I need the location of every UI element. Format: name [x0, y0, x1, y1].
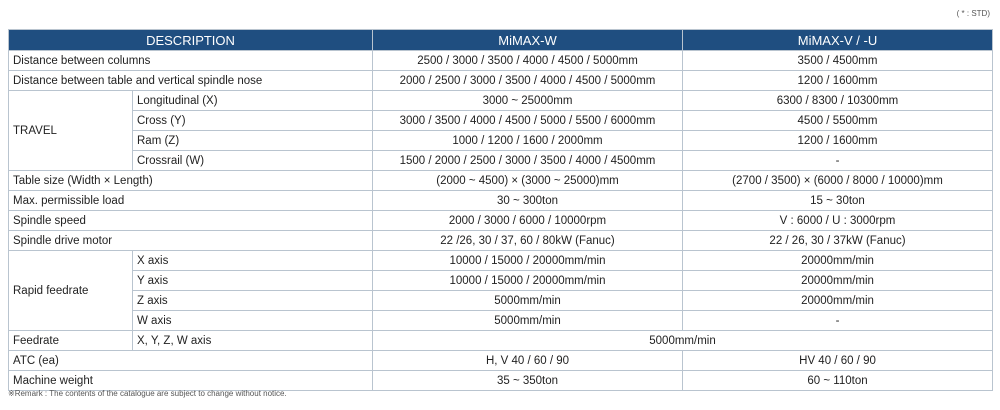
row-label: Table size (Width × Length)	[9, 171, 373, 191]
group-label-rapid-feedrate: Rapid feedrate	[9, 251, 133, 331]
std-note: ( * : STD)	[956, 9, 990, 18]
cell-mimax-w: 2500 / 3000 / 3500 / 4000 / 4500 / 5000mm	[373, 51, 683, 71]
table-row	[9, 251, 993, 271]
cell-mimax-vu: -	[683, 151, 993, 171]
table-row	[9, 191, 993, 211]
sub-label: Z axis	[133, 291, 373, 311]
remark-note: ※Remark : The contents of the catalogue are subject to change without notice.	[8, 389, 287, 398]
cell-mimax-vu: 22 / 26, 30 / 37kW (Fanuc)	[683, 231, 993, 251]
cell-mimax-vu: 6300 / 8300 / 10300mm	[683, 91, 993, 111]
table-row	[9, 371, 993, 391]
spec-table	[8, 29, 993, 391]
cell-mimax-w: 1000 / 1200 / 1600 / 2000mm	[373, 131, 683, 151]
table-row	[9, 171, 993, 191]
sub-label: Cross (Y)	[133, 111, 373, 131]
cell-mimax-w: 10000 / 15000 / 20000mm/min	[373, 251, 683, 271]
cell-mimax-vu: 4500 / 5500mm	[683, 111, 993, 131]
header-mimax-vu: MiMAX-V / -U	[683, 30, 993, 51]
group-label-travel: TRAVEL	[9, 91, 133, 171]
cell-mimax-vu: 1200 / 1600mm	[683, 71, 993, 91]
table-row	[9, 271, 993, 291]
row-label: Max. permissible load	[9, 191, 373, 211]
sub-label: X, Y, Z, W axis	[133, 331, 373, 351]
cell-mimax-w: 5000mm/min	[373, 291, 683, 311]
cell-mimax-w: 3000 ~ 25000mm	[373, 91, 683, 111]
cell-mimax-w: 30 ~ 300ton	[373, 191, 683, 211]
table-row	[9, 291, 993, 311]
cell-mimax-w: 35 ~ 350ton	[373, 371, 683, 391]
table-row	[9, 311, 993, 331]
cell-mimax-w: 2000 / 3000 / 6000 / 10000rpm	[373, 211, 683, 231]
cell-mimax-w: 10000 / 15000 / 20000mm/min	[373, 271, 683, 291]
cell-mimax-w: 3000 / 3500 / 4000 / 4500 / 5000 / 5500 / 6000mm	[373, 111, 683, 131]
header-description: DESCRIPTION	[9, 30, 373, 51]
row-label: Spindle speed	[9, 211, 373, 231]
cell-feedrate-shared: 5000mm/min	[373, 331, 993, 351]
cell-mimax-vu: V : 6000 / U : 3000rpm	[683, 211, 993, 231]
table-row	[9, 211, 993, 231]
cell-mimax-w: 2000 / 2500 / 3000 / 3500 / 4000 / 4500 / 5000mm	[373, 71, 683, 91]
sub-label: X axis	[133, 251, 373, 271]
row-label: Spindle drive motor	[9, 231, 373, 251]
cell-mimax-vu: (2700 / 3500) × (6000 / 8000 / 10000)mm	[683, 171, 993, 191]
sub-label: Ram (Z)	[133, 131, 373, 151]
header-mimax-w: MiMAX-W	[373, 30, 683, 51]
table-row	[9, 231, 993, 251]
cell-mimax-w: H, V 40 / 60 / 90	[373, 351, 683, 371]
cell-mimax-vu: 3500 / 4500mm	[683, 51, 993, 71]
cell-mimax-vu: 20000mm/min	[683, 291, 993, 311]
row-label: Distance between table and vertical spindle nose	[9, 71, 373, 91]
cell-mimax-w: 5000mm/min	[373, 311, 683, 331]
cell-mimax-w: 1500 / 2000 / 2500 / 3000 / 3500 / 4000 / 4500mm	[373, 151, 683, 171]
sub-label: Crossrail (W)	[133, 151, 373, 171]
table-row	[9, 51, 993, 71]
sub-label: Y axis	[133, 271, 373, 291]
table-row	[9, 71, 993, 91]
table-row	[9, 331, 993, 351]
table-row	[9, 91, 993, 111]
cell-mimax-vu: 60 ~ 110ton	[683, 371, 993, 391]
table-row	[9, 131, 993, 151]
row-label: ATC (ea)	[9, 351, 373, 371]
cell-mimax-w: (2000 ~ 4500) × (3000 ~ 25000)mm	[373, 171, 683, 191]
sub-label: Longitudinal (X)	[133, 91, 373, 111]
row-label: Feedrate	[9, 331, 133, 351]
cell-mimax-vu: HV 40 / 60 / 90	[683, 351, 993, 371]
header-row	[9, 30, 993, 51]
cell-mimax-w: 22 /26, 30 / 37, 60 / 80kW (Fanuc)	[373, 231, 683, 251]
cell-mimax-vu: 15 ~ 30ton	[683, 191, 993, 211]
cell-mimax-vu: 1200 / 1600mm	[683, 131, 993, 151]
row-label: Distance between columns	[9, 51, 373, 71]
sub-label: W axis	[133, 311, 373, 331]
table-row	[9, 151, 993, 171]
cell-mimax-vu: 20000mm/min	[683, 251, 993, 271]
cell-mimax-vu: -	[683, 311, 993, 331]
row-label: Machine weight	[9, 371, 373, 391]
cell-mimax-vu: 20000mm/min	[683, 271, 993, 291]
table-row	[9, 351, 993, 371]
table-row	[9, 111, 993, 131]
